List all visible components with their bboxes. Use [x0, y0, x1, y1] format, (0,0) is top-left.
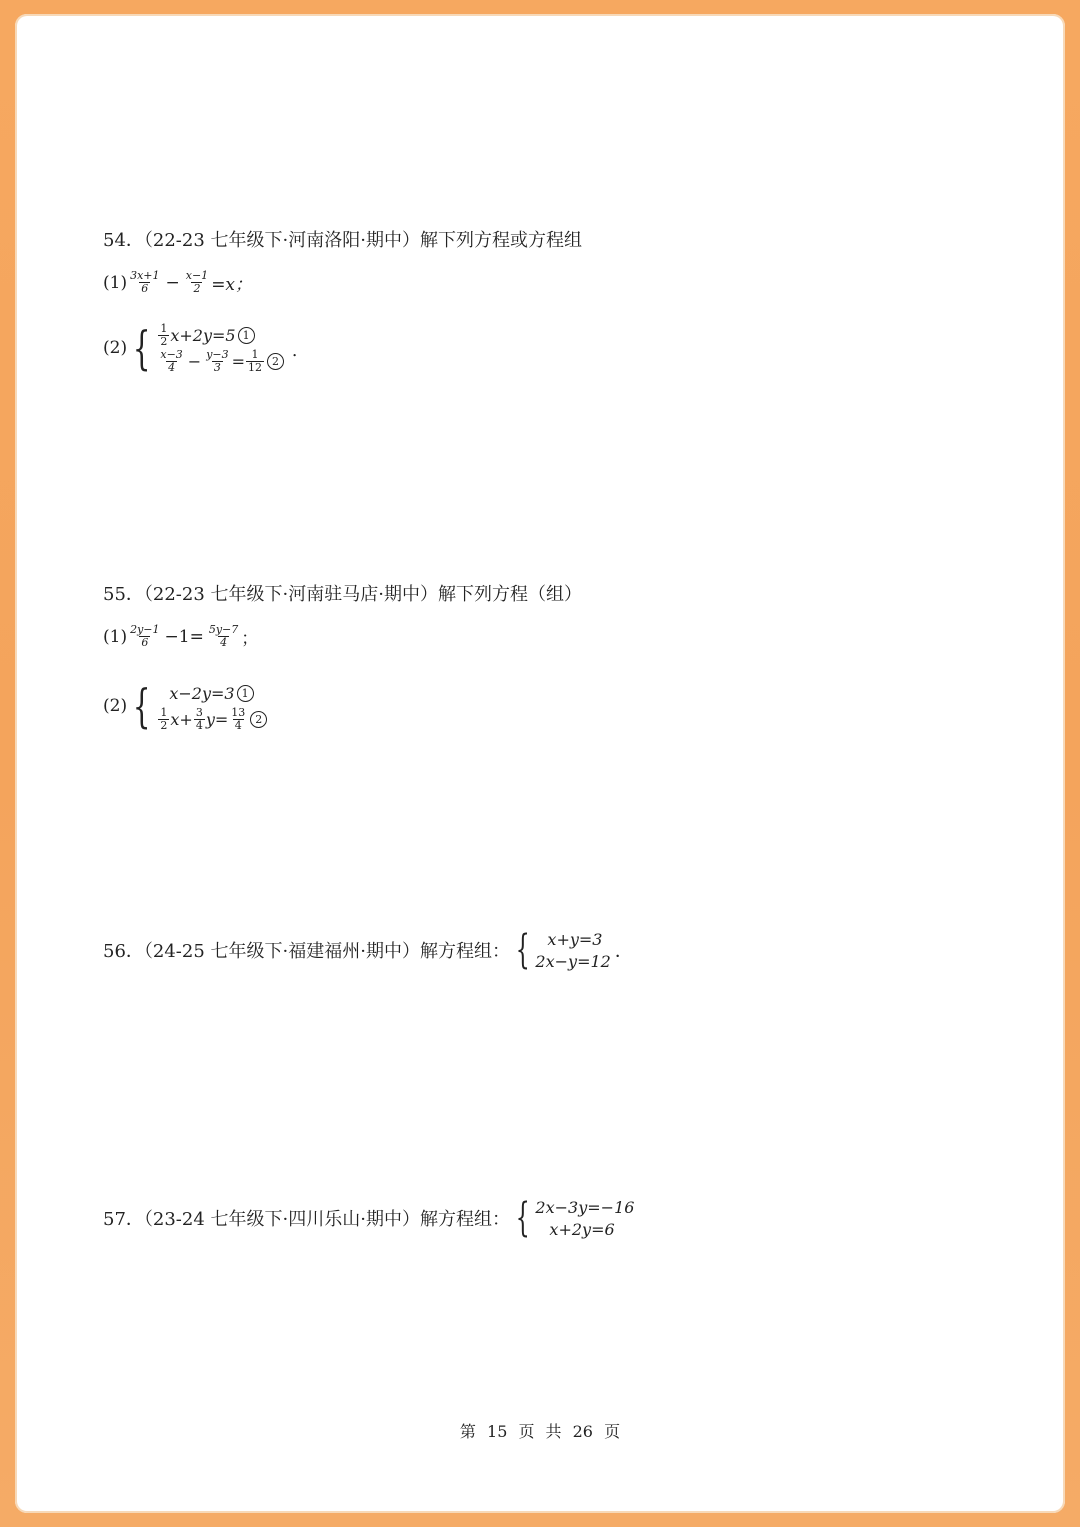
- brace-icon: {: [515, 927, 530, 973]
- q57-sys-row1: 2x−3y=−16: [535, 1197, 635, 1217]
- q56-sys-row2: 2x−y=12: [535, 951, 611, 971]
- circled-number-icon: 1: [237, 685, 254, 702]
- q54-sys-row1: $\frac{1}{2}$ x+2y=5 1: [157, 322, 284, 348]
- q55-equation-system: [157, 680, 267, 732]
- q54-sys-row2: $\frac{x-3}{4}$ − $\frac{y-3}{3}$ = $\frac{1}{12}$ 2: [157, 348, 284, 374]
- q54-p1-frac2: $\frac{x-1}{2}$: [185, 269, 209, 295]
- q55-header: 55．（22-23 七年级下·河南驻马店·期中）解下列方程（组）: [103, 584, 582, 605]
- q55-sys-row1: x−2y=3 1: [157, 680, 267, 706]
- q56-equation-system: [535, 928, 610, 972]
- q54-equation-system: [157, 322, 284, 374]
- q54-p1-frac1: $\frac{3x+1}{6}$: [130, 269, 160, 295]
- brace-icon: {: [132, 321, 151, 375]
- q55-sys-row2: $\frac{1}{2}$ x+ $\frac{3}{4}$ y= $\frac{13}{4}$ 2: [157, 706, 267, 732]
- brace-icon: {: [132, 679, 151, 733]
- page-number: 第 15 页 共 26 页: [459, 1422, 621, 1441]
- circled-number-icon: 2: [250, 711, 267, 728]
- q56-header: 56．（24-25 七年级下·福建福州·期中）解方程组：: [103, 941, 510, 962]
- q54-part2-label: (2): [103, 338, 128, 358]
- q54-header: 54．（22-23 七年级下·河南洛阳·期中）解下列方程或方程组: [103, 230, 582, 251]
- q57-equation-system: [535, 1196, 634, 1240]
- q55-part2: [103, 680, 267, 732]
- q56: 56．（24-25 七年级下·福建福州·期中）解方程组： { x+y=3 2x−y=12 ．: [103, 927, 633, 973]
- q57-sys-row2: x+2y=6: [549, 1219, 615, 1239]
- q57-header: 57．（23-24 七年级下·四川乐山·期中）解方程组：: [103, 1209, 510, 1230]
- q55-part1: (1) $\frac{2y-1}{6}$ −1= $\frac{5y-7}{4}$ ；: [103, 623, 259, 649]
- q54-part2: (2) { $\frac{1}{2}$ x+2y=5 1 $\frac{x-3}{4}$ − $\frac{y-3}{3}$ = $\frac{1}{12}$ 2 ．: [103, 321, 310, 375]
- q56-sys-row1: x+y=3: [547, 929, 603, 949]
- q54-part1: (1) $\frac{3x+1}{6}$ − $\frac{x-1}{2}$ =x；: [103, 269, 253, 295]
- circled-number-icon: 2: [267, 353, 284, 370]
- q55-part1-label: (1): [103, 626, 128, 647]
- circled-number-icon: 1: [238, 327, 255, 344]
- q57: [103, 1196, 634, 1240]
- q54-part1-label: (1): [103, 272, 128, 293]
- brace-icon: {: [515, 1195, 530, 1241]
- q55-part2-label: (2): [103, 696, 128, 716]
